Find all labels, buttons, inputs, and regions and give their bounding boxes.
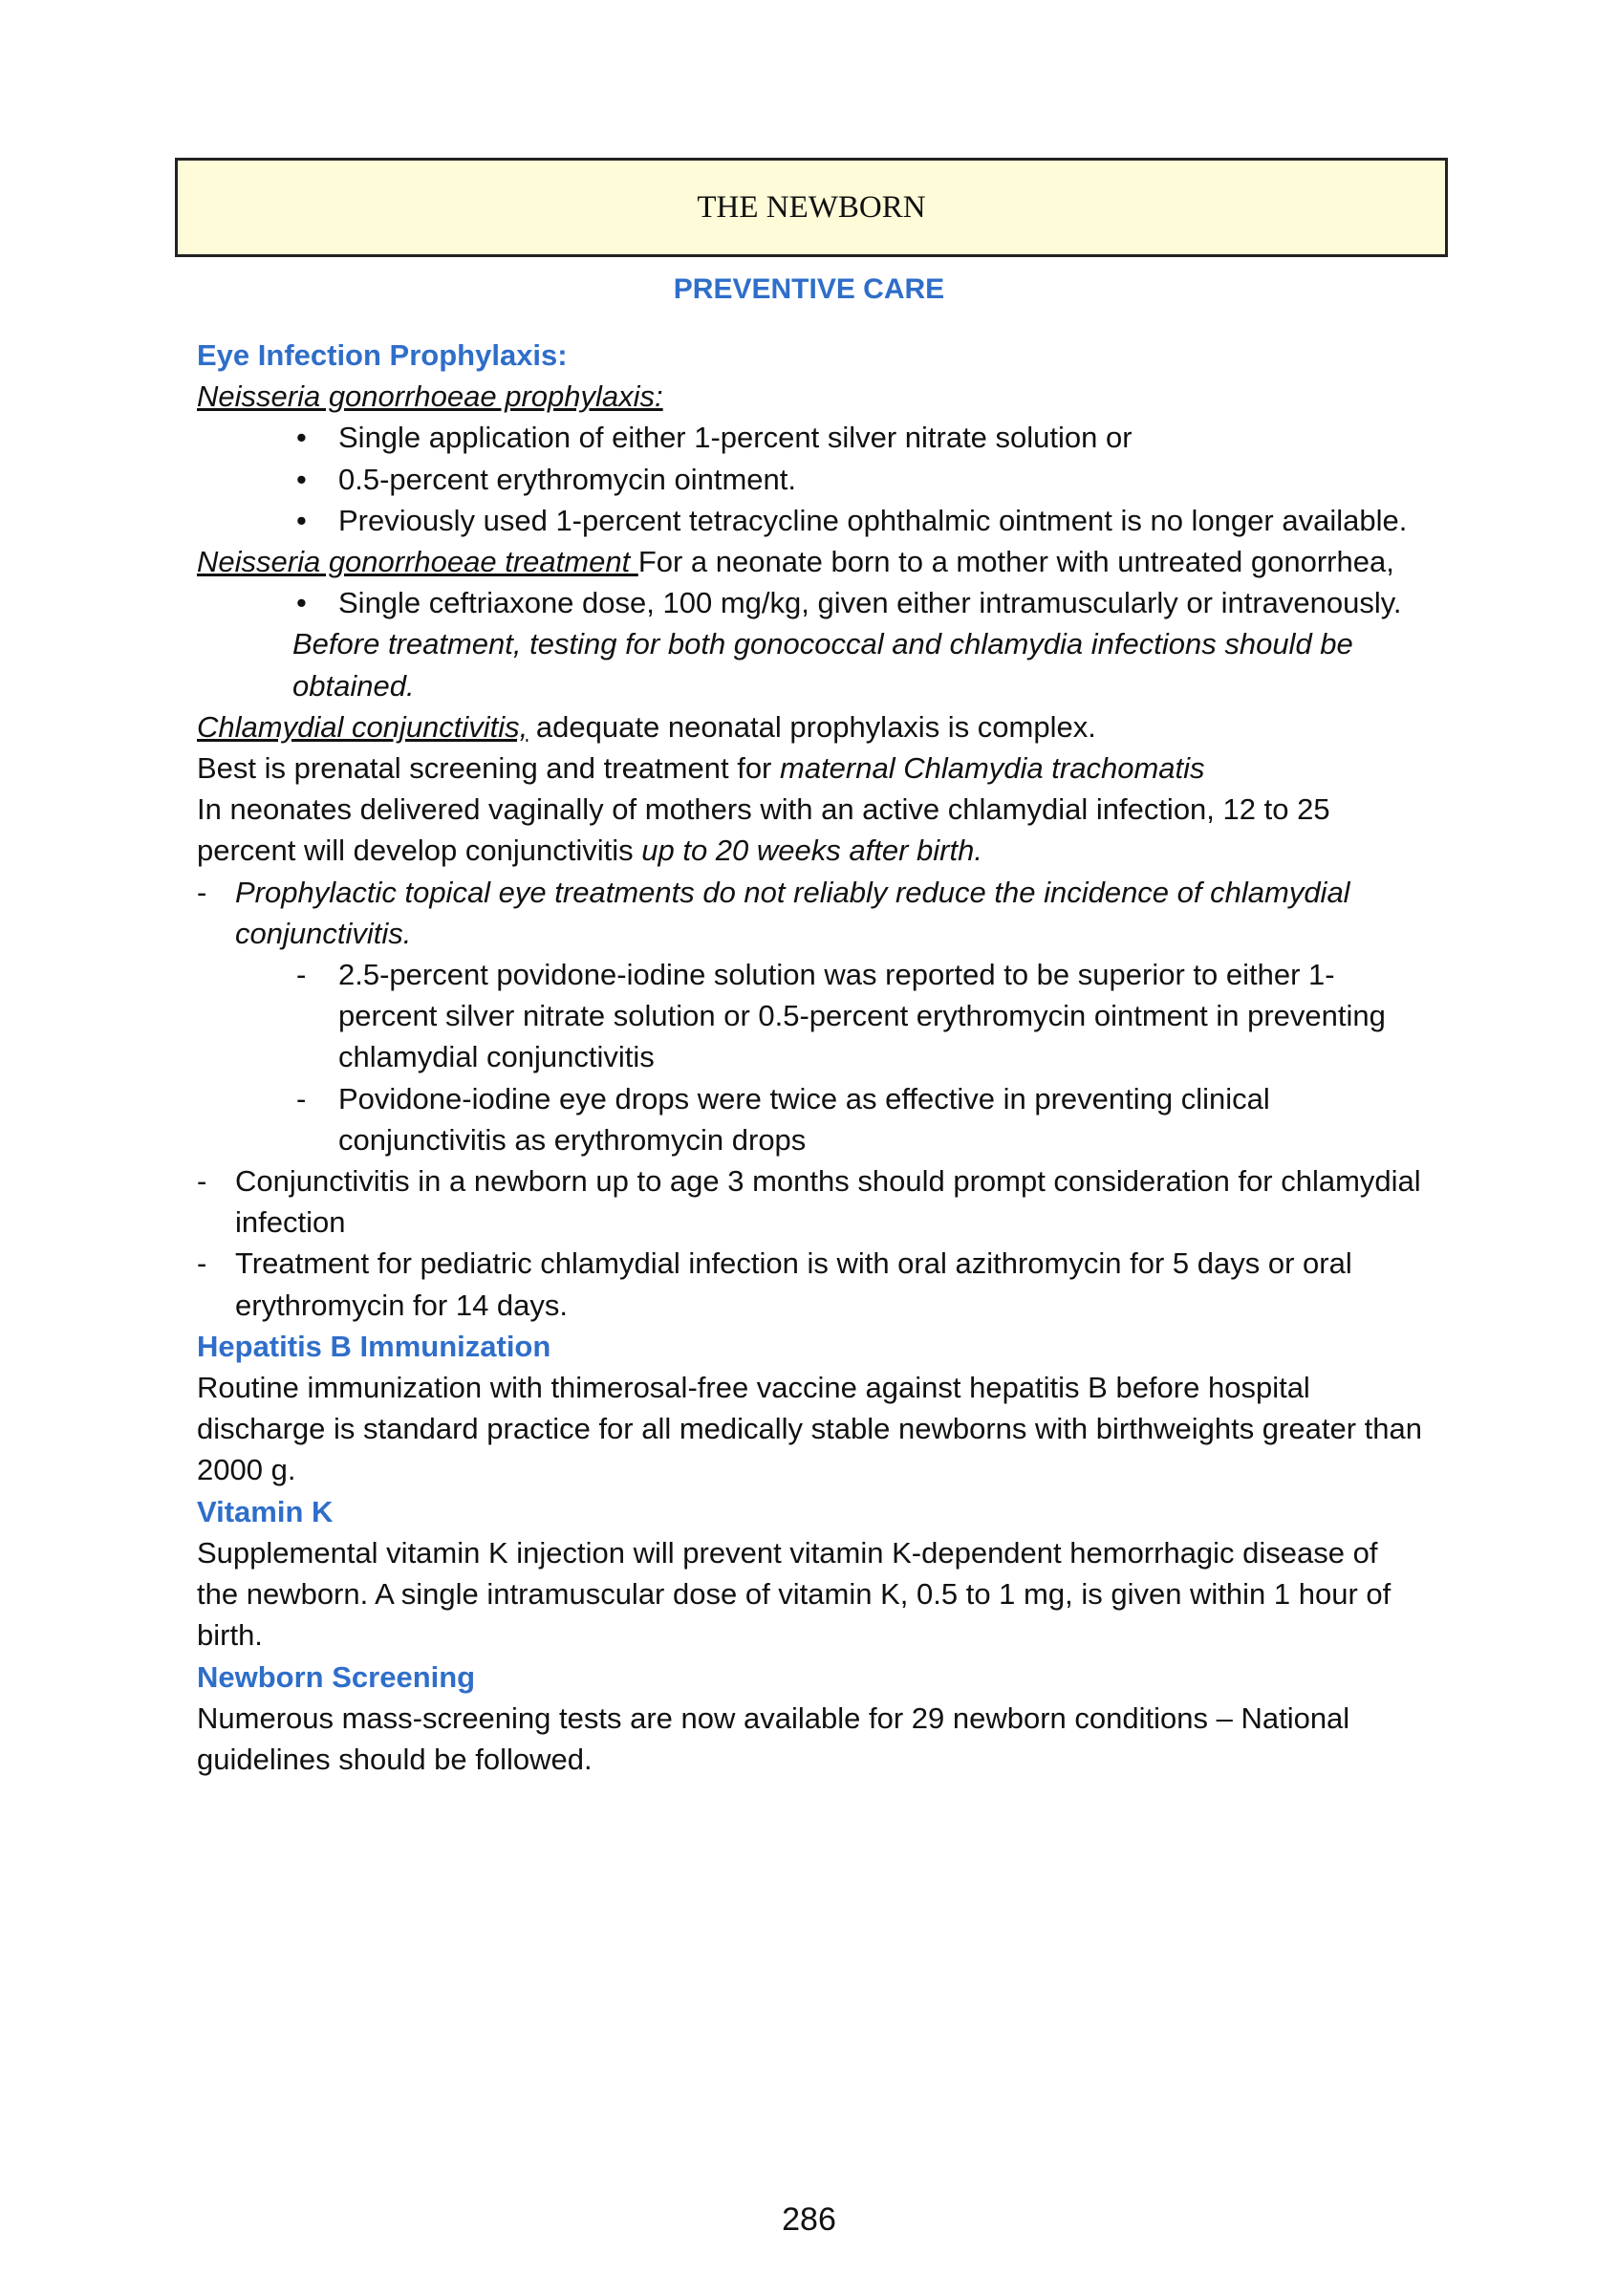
dash-mark: - — [296, 958, 307, 992]
dash-item — [197, 872, 1535, 913]
chlamydia-line — [197, 706, 1535, 747]
dash-mark: - — [197, 1164, 207, 1199]
list-item — [197, 417, 1535, 458]
dash-item-text: Conjunctivitis in a newborn up to age 3 months should prompt consideration for chlamydial — [235, 1164, 1421, 1199]
neonates-italic: up to 20 weeks after birth. — [641, 834, 982, 868]
bullet-mark: • — [296, 503, 307, 537]
dash-item — [197, 954, 1535, 995]
dash-mark: - — [197, 1246, 207, 1281]
dash-item-text: Povidone-iodine eye drops were twice as effective in preventing clinical — [338, 1081, 1270, 1116]
dash-item-text: 2.5-percent povidone-iodine solution was reported to be superior to either 1- — [338, 958, 1335, 992]
paragraph-line: the newborn. A single intramuscular dose of vitamin K, 0.5 to 1 mg, is given within 1 hour of — [197, 1577, 1391, 1612]
paragraph-line: discharge is standard practice for all medically stable newborns with birthweights greater than — [197, 1412, 1422, 1446]
neonates-text: percent will develop conjunctivitis — [197, 834, 642, 868]
dash-item-continuation: conjunctivitis. — [235, 916, 412, 950]
list-item — [197, 459, 1535, 500]
neonates-line — [197, 830, 1535, 871]
paragraph-line: Routine immunization with thimerosal-free vaccine against hepatitis B before hospital — [197, 1371, 1310, 1405]
dash-item-continuation: erythromycin for 14 days. — [235, 1288, 569, 1322]
screening-line — [197, 747, 1535, 789]
dash-item-continuation: percent silver nitrate solution or 0.5-percent erythromycin ointment in preventing — [338, 999, 1386, 1033]
paragraph-line: birth. — [197, 1618, 263, 1653]
dash-item — [197, 1160, 1535, 1202]
prophylaxis-label: Neisseria gonorrhoeae prophylaxis: — [197, 379, 663, 414]
list-item — [197, 500, 1535, 541]
dash-item — [197, 1078, 1535, 1119]
list-item — [197, 582, 1535, 623]
paragraph-line: Numerous mass-screening tests are now available for 29 newborn conditions – National — [197, 1700, 1350, 1735]
vitk-heading: Vitamin K — [197, 1494, 334, 1528]
treatment-line — [197, 541, 1535, 582]
bullet-mark: • — [296, 421, 307, 455]
paragraph-line: guidelines should be followed. — [197, 1742, 593, 1776]
treatment-text: For a neonate born to a mother with untreated gonorrhea, — [637, 545, 1394, 579]
list-item-text: Previously used 1-percent tetracycline ophthalmic ointment is no longer available. — [338, 503, 1408, 537]
dash-item-text: Treatment for pediatric chlamydial infection is with oral azithromycin for 5 days or oral — [235, 1246, 1352, 1281]
treatment-note: obtained. — [292, 668, 415, 703]
chlamydia-label: Chlamydial conjunctivitis, — [197, 709, 529, 744]
page-title: THE NEWBORN — [697, 189, 926, 225]
section-title: PREVENTIVE CARE — [673, 273, 945, 305]
document-body — [197, 335, 1535, 1780]
paragraph-line: Supplemental vitamin K injection will prevent vitamin K-dependent hemorrhagic disease of — [197, 1535, 1378, 1570]
treatment-label: Neisseria gonorrhoeae treatment — [197, 545, 638, 579]
screening-italic: maternal Chlamydia trachomatis — [780, 751, 1205, 786]
page-number: 286 — [782, 2201, 836, 2238]
title-box — [175, 158, 1448, 257]
dash-item — [197, 1243, 1535, 1284]
bullet-mark: • — [296, 586, 307, 620]
list-item-text: Single application of either 1-percent silver nitrate solution or — [338, 421, 1133, 455]
bullet-mark: • — [296, 462, 307, 496]
list-item-text: 0.5-percent erythromycin ointment. — [338, 462, 796, 496]
screening-heading: Newborn Screening — [197, 1659, 476, 1694]
neonates-line: In neonates delivered vaginally of mothers with an active chlamydial infection, 12 to 25 — [197, 792, 1330, 827]
hepb-heading: Hepatitis B Immunization — [197, 1329, 551, 1363]
dash-item-text: Prophylactic topical eye treatments do not reliably reduce the incidence of chlamydial — [235, 875, 1350, 909]
dash-mark: - — [197, 875, 207, 909]
dash-item-continuation: conjunctivitis as erythromycin drops — [338, 1122, 807, 1157]
dash-item-continuation: chlamydial conjunctivitis — [338, 1040, 655, 1074]
paragraph-line: 2000 g. — [197, 1453, 296, 1487]
eye-heading: Eye Infection Prophylaxis: — [197, 338, 568, 372]
dash-item-continuation: infection — [235, 1205, 346, 1240]
screening-text: Best is prenatal screening and treatment for — [197, 751, 780, 786]
chlamydia-text: adequate neonatal prophylaxis is complex. — [528, 709, 1096, 744]
dash-mark: - — [296, 1081, 307, 1116]
treatment-note: Before treatment, testing for both gonococcal and chlamydia infections should be — [292, 627, 1353, 661]
list-item-text: Single ceftriaxone dose, 100 mg/kg, given either intramuscularly or intravenously. — [338, 586, 1402, 620]
